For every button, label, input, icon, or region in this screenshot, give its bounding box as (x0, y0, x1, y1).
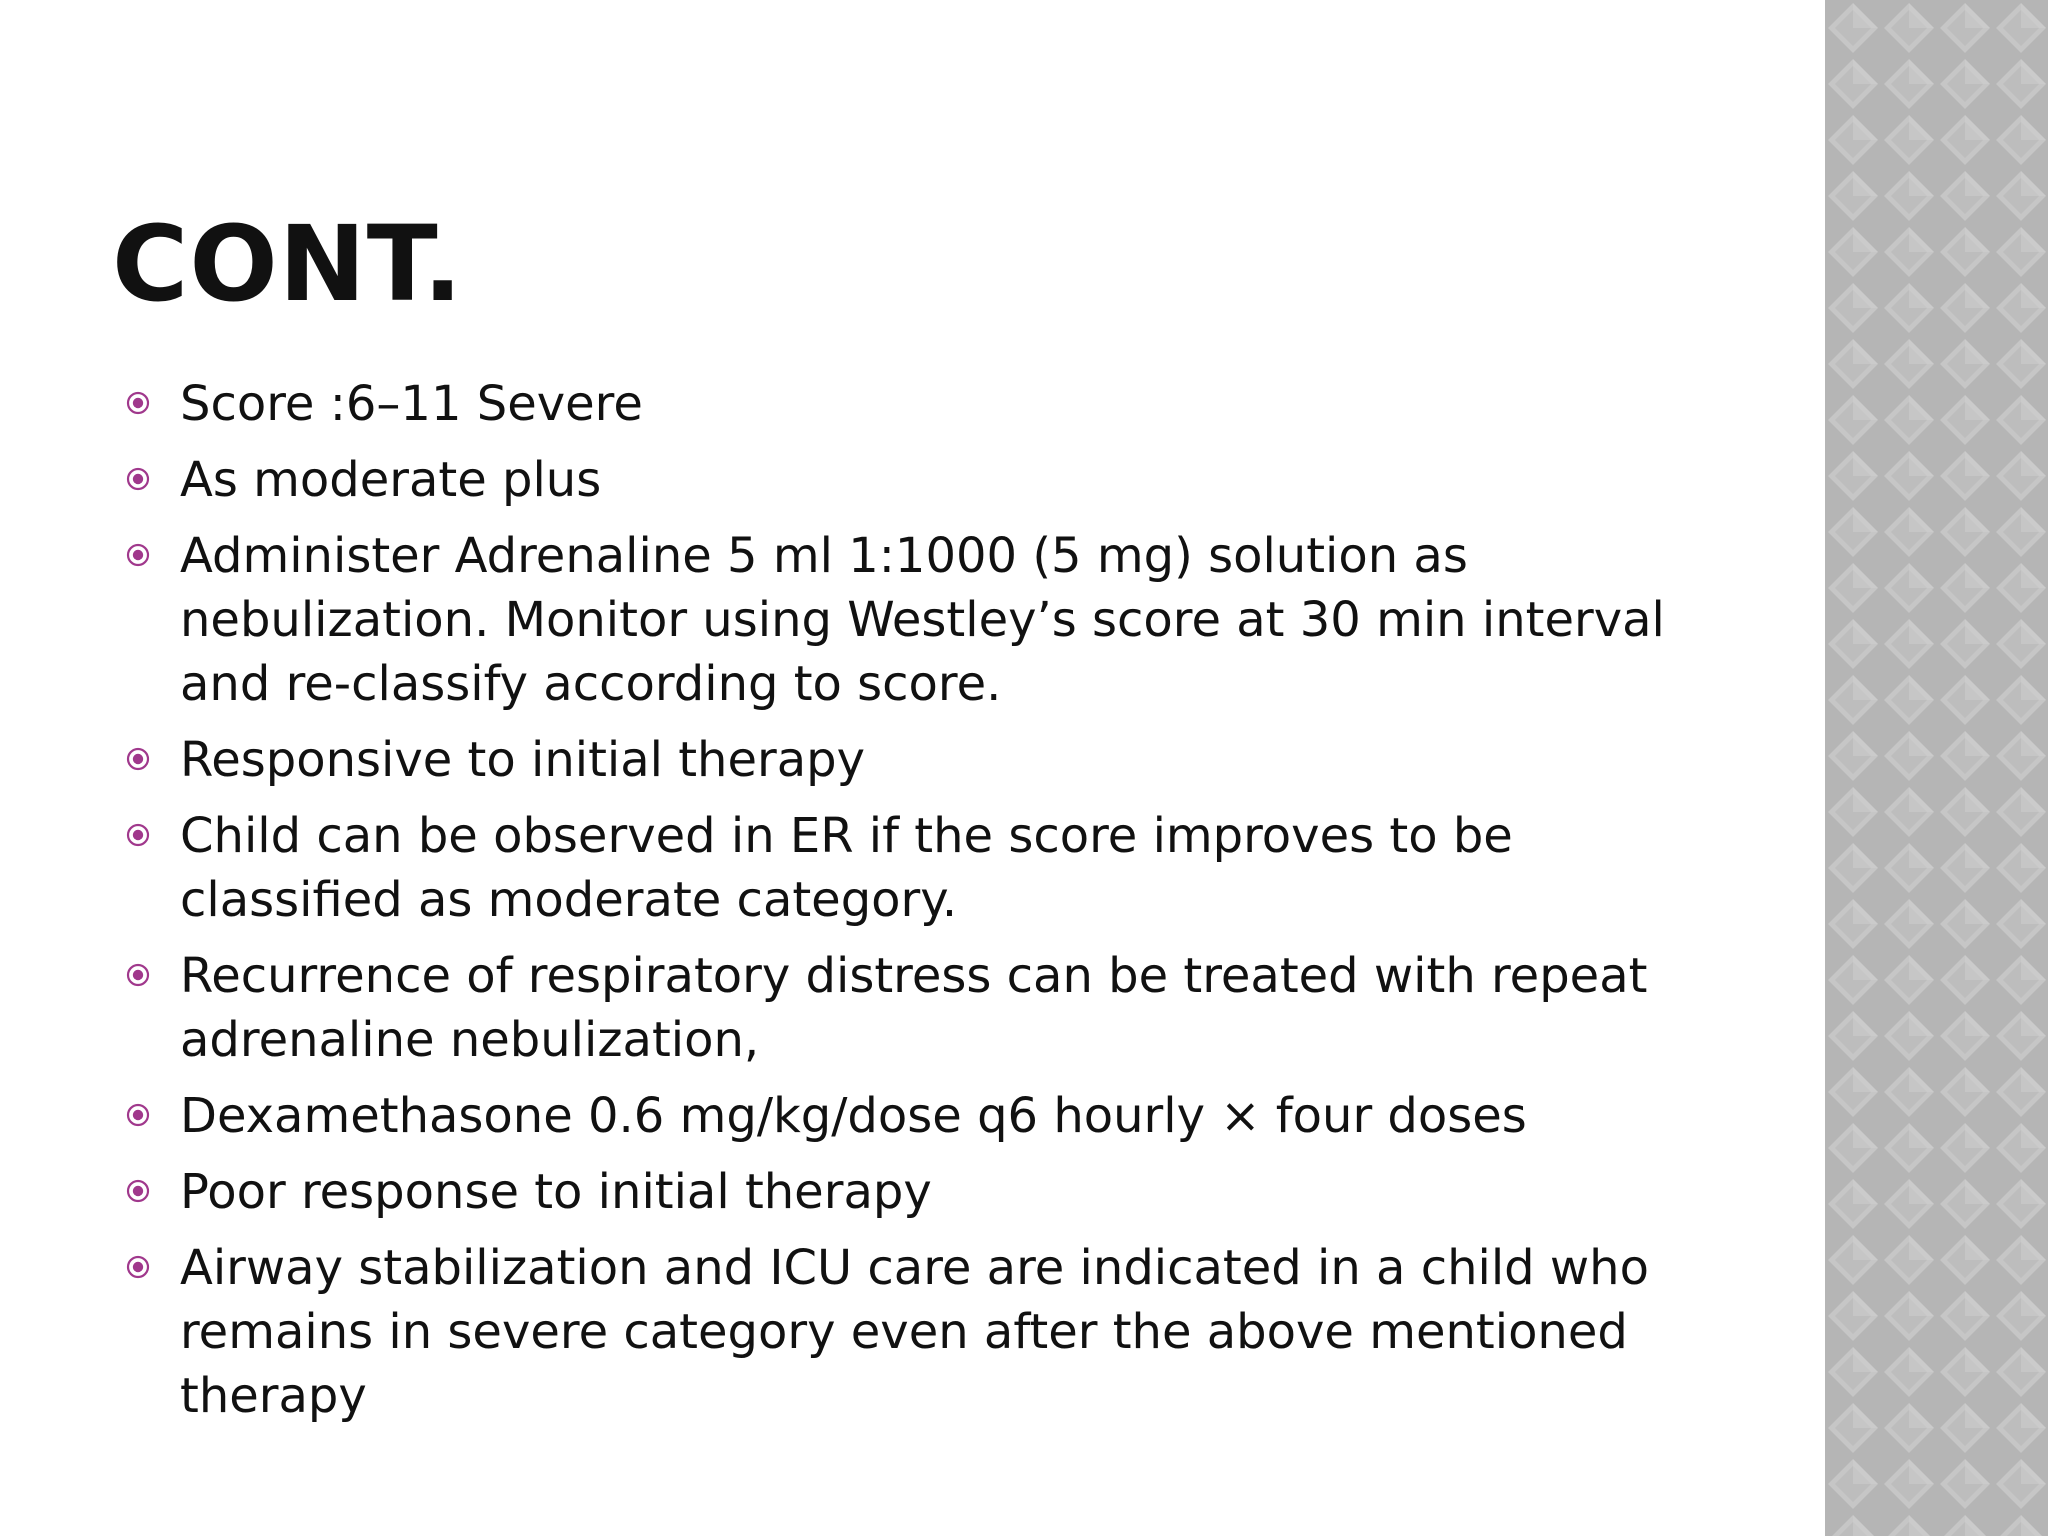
bullet-item (120, 728, 1680, 792)
circle-dot-bullet-icon (126, 1255, 150, 1279)
slide-title: CONT. (112, 203, 464, 325)
bullet-text: Child can be observed in ER if the score improves to be classified as moderate category. (180, 808, 1513, 928)
circle-dot-bullet-icon (126, 467, 150, 491)
bullet-item (120, 524, 1680, 716)
bullet-item (120, 1160, 1680, 1224)
bullet-list (120, 372, 1680, 1440)
bullet-text: Administer Adrenaline 5 ml 1:1000 (5 mg) solution as nebulization. Monitor using Westley’s score at 30 min interval and re-classify according to score. (180, 528, 1665, 712)
decorative-side-panel (1825, 0, 2048, 1536)
circle-dot-bullet-icon (126, 747, 150, 771)
bullet-item (120, 944, 1680, 1072)
bullet-text: Airway stabilization and ICU care are indicated in a child who remains in severe category even after the above mentioned therapy (180, 1240, 1649, 1424)
bullet-item (120, 1236, 1680, 1428)
bullet-text: Dexamethasone 0.6 mg/kg/dose q6 hourly × four doses (180, 1088, 1527, 1144)
bullet-item (120, 448, 1680, 512)
circle-dot-bullet-icon (126, 1103, 150, 1127)
bullet-text: Recurrence of respiratory distress can be treated with repeat adrenaline nebulization, (180, 948, 1648, 1068)
circle-dot-bullet-icon (126, 963, 150, 987)
bullet-item (120, 1084, 1680, 1148)
circle-dot-bullet-icon (126, 823, 150, 847)
bullet-item (120, 372, 1680, 436)
bullet-text: Responsive to initial therapy (180, 732, 866, 788)
circle-dot-bullet-icon (126, 1179, 150, 1203)
circle-dot-bullet-icon (126, 543, 150, 567)
bullet-text: Poor response to initial therapy (180, 1164, 932, 1220)
bullet-text: Score :6–11 Severe (180, 376, 643, 432)
bullet-item (120, 804, 1680, 932)
circle-dot-bullet-icon (126, 391, 150, 415)
bullet-text: As moderate plus (180, 452, 602, 508)
